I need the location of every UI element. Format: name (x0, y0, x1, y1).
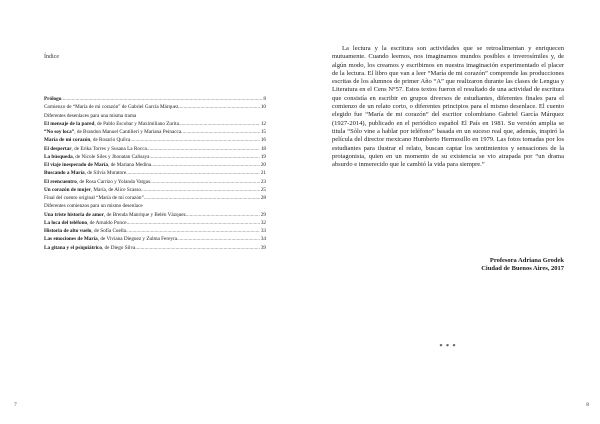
signature-name: Profesora Adriana Grodek (489, 257, 564, 264)
toc-entry-author: , de Brandon Manuel Cantilieri y Mariana Peinacca (74, 129, 182, 135)
signature-place: Ciudad de Buenos Aires, 2017 (481, 265, 564, 273)
toc-entry-bold-title: Un corazón de mujer (44, 186, 91, 193)
toc-page-number: 33 (260, 228, 266, 234)
toc-page-number: 39 (260, 244, 266, 251)
toc-dot-leader (179, 120, 260, 128)
toc-entry (44, 227, 266, 235)
toc-entry-title (44, 211, 186, 219)
toc-entry-author: , de Rosario Quilca (90, 137, 131, 144)
toc-section-heading (44, 202, 266, 210)
toc-entry-author: Comienzo de “María de mi corazón” de Gabriel García Márquez (44, 104, 179, 111)
signature-block (332, 257, 564, 274)
toc-entry-bold-title: Prólogo (44, 96, 62, 102)
toc-dot-leader (144, 194, 260, 202)
index-title: Índice (44, 54, 59, 60)
toc-entry (44, 145, 266, 153)
toc-dot-leader (126, 227, 260, 235)
toc-entry (44, 161, 266, 169)
toc-entry-author: , de Rosa Carrizo y Yolanda Vargas (76, 178, 151, 185)
toc-entry (44, 219, 266, 227)
toc-entry-bold-title: La gitana y el psiquiátrico (44, 244, 102, 251)
toc-entry-title (44, 186, 141, 194)
toc-entry-title (44, 227, 126, 235)
toc-entry-author: , de Arnaldo Ponce (87, 219, 127, 226)
toc-dot-leader (178, 103, 259, 111)
toc-entry-title (44, 161, 151, 169)
page-number-left: 7 (14, 402, 17, 408)
toc-entry-author: , de Viviana Dieguez y Zulma Fereyra (97, 236, 177, 243)
toc-entry-author: , de Erika Torres y Susana La Rocca (71, 145, 147, 152)
toc-dot-leader (150, 153, 260, 161)
toc-entry (44, 136, 266, 144)
toc-entry (44, 244, 266, 252)
right-page (300, 0, 600, 424)
toc-entry-title (44, 153, 150, 161)
toc-dot-leader (127, 219, 260, 227)
toc-entry (44, 153, 266, 161)
toc-page-number: 20 (260, 162, 266, 168)
toc-entry-bold-title: Historia de alto vuelo (44, 228, 92, 234)
toc-entry (44, 211, 266, 219)
toc-page-number: 21 (260, 170, 266, 177)
toc-section-heading (44, 112, 266, 120)
toc-page-number: 25 (260, 186, 266, 193)
toc-dot-leader (147, 145, 260, 153)
toc-dot-leader (186, 211, 260, 219)
toc-entry-bold-title: El viaje inesperado de María (44, 162, 108, 168)
toc-entry-bold-title: Una triste historia de amor (44, 211, 104, 218)
toc-page-number: 19 (260, 153, 266, 160)
toc-entry-title (44, 244, 135, 252)
toc-entry-bold-title: El despertar (44, 145, 72, 152)
toc-dot-leader (141, 186, 260, 194)
section-ornament: * * * (439, 344, 457, 350)
toc-entry-title (44, 128, 181, 136)
toc-page-number: 10 (260, 104, 266, 111)
toc-entry-title (44, 178, 150, 186)
toc-page-number: 12 (260, 120, 266, 127)
toc-page-number: 16 (260, 137, 266, 144)
toc-entry-author: , de Sofía Cuella (91, 228, 126, 234)
toc-entry-author: , de Mariana Medina (107, 162, 152, 168)
toc-entry-title (44, 112, 136, 120)
toc-page-number: 18 (260, 145, 266, 152)
toc-entry-author: , de Pablo Escobar y Maximiliano Zurita (94, 120, 179, 127)
toc-entry-author: Final del cuento original “María de mi corazón” (44, 195, 144, 201)
toc-entry-title (44, 136, 130, 144)
toc-entry-author: Diferentes comienzos para un mismo desenlace (44, 203, 143, 210)
toc-dot-leader (61, 95, 262, 103)
toc-dot-leader (135, 244, 259, 252)
toc-entry-author: , de Silvia Muratore (84, 170, 127, 177)
toc-entry-bold-title: María de mi corazón (44, 137, 91, 144)
toc-entry-bold-title: La búsqueda (44, 153, 73, 160)
toc-entry (44, 120, 266, 128)
toc-entry-title (44, 169, 126, 177)
toc-dot-leader (150, 178, 260, 186)
toc-entry-title (44, 145, 147, 153)
toc-entry-author: , de Brenda Manrique y Belén Vázquez (103, 211, 186, 218)
toc-entry-title (44, 120, 179, 128)
toc-entry (44, 169, 266, 177)
toc-entry-bold-title: El reencuentro (44, 178, 77, 185)
toc-entry-title (44, 235, 177, 243)
page-number-right: 8 (586, 402, 589, 408)
toc-page-number: 28 (260, 195, 266, 201)
toc-page-number: 32 (260, 219, 266, 226)
toc-page-number: 15 (260, 129, 266, 135)
prologue-text: La lectura y la escritura son actividades que se retroalimentan y enriquecen mutuamente. Cuando leemos, nos imaginamos mundos posibles e inverosímiles y, de algún modo, los creamos y escribimos en nuestra imaginación experimentado el placer de la lectura. El libro que van a leer “María de mi corazón” comprende las producciones escritas de los alumnos de primer Año “A” que realizaron durante las clases de Lengua y Literatura en el Cens N°57. Estos textos fueron el resultado de una actividad de escritura que consistía en escribir en grupos diversos de estudiantes, diferentes finales para el comienzo de un relato corto, o diferentes principios para el mismo desenlace. El cuento elegido fue “María de mi corazón” del escritor colombiano Gabriel García Márquez (1927-2014), publicado en el periódico español El País en 1981. Su versión amplia se titula “Sólo vine a hablar por teléfono” basada en un suceso real que, además, inspiró la película del director mexicano Humberto Hermosillo en 1979. Las fotos tomadas por los estudiantes para ilustrar el relato, buscan captar los sentimientos y sensaciones de la protagonista, quien en un momento de su existencia se vio atrapada por “un drama absurdo e inmerecido que le cambió la vida para siempre.” (332, 45, 564, 169)
toc-entry-author: Diferentes desenlaces para una misma trama (44, 112, 137, 119)
toc-entry-author: , de Nicole Siles y Jhonatan Calisaya (72, 153, 150, 160)
table-of-contents (44, 95, 266, 252)
toc-dot-leader (130, 136, 260, 144)
toc-entry-bold-title: El mensaje de la pared (44, 120, 95, 127)
toc-entry-title (44, 194, 144, 202)
toc-entry (44, 186, 266, 194)
toc-page-number: 23 (260, 178, 266, 185)
toc-entry-bold-title: Las emociones de María (44, 236, 98, 243)
toc-dot-leader (177, 235, 260, 243)
toc-entry (44, 235, 266, 243)
toc-entry-bold-title: La loca del teléfono (44, 219, 88, 226)
toc-entry-title (44, 202, 143, 210)
toc-page-number: 8 (263, 96, 266, 102)
toc-entry-title (44, 103, 178, 111)
toc-entry-bold-title: “No soy loca” (44, 129, 75, 135)
toc-entry-title (44, 95, 61, 103)
toc-entry (44, 194, 266, 202)
toc-entry-title (44, 219, 127, 227)
toc-entry (44, 103, 266, 111)
toc-entry (44, 178, 266, 186)
toc-entry (44, 95, 266, 103)
toc-entry-author: , de Diego Silva (101, 244, 136, 251)
toc-entry-author: , María, de Alice Scasso (90, 186, 141, 193)
toc-dot-leader (126, 169, 260, 177)
toc-dot-leader (151, 161, 260, 169)
toc-entry-bold-title: Buscando a María (44, 170, 85, 177)
toc-page-number: 34 (260, 236, 266, 243)
toc-entry (44, 128, 266, 136)
toc-dot-leader (181, 128, 260, 136)
toc-page-number: 29 (260, 211, 266, 218)
